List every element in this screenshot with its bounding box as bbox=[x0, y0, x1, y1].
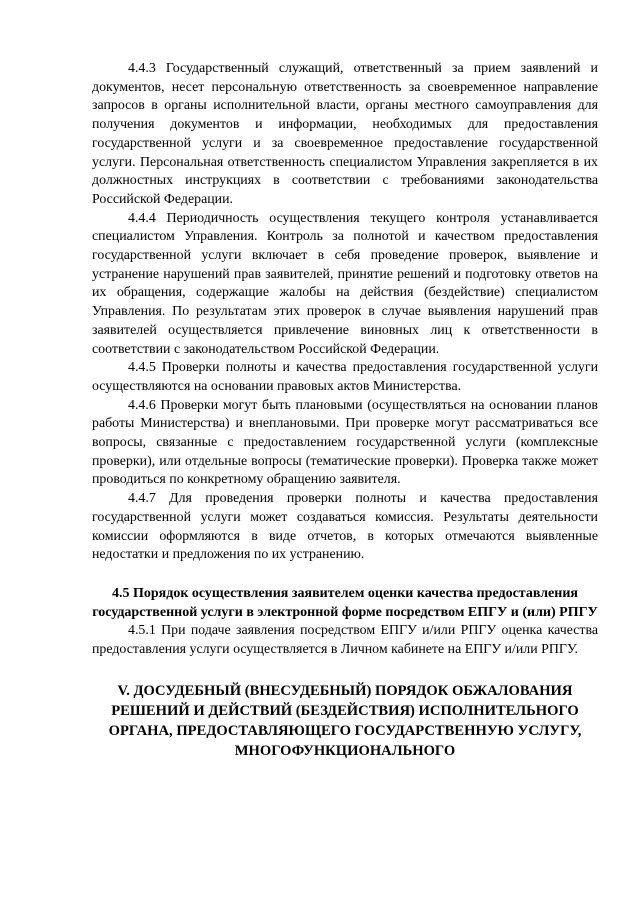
chapter-heading-5: V. ДОСУДЕБНЫЙ (ВНЕСУДЕБНЫЙ) ПОРЯДОК ОБЖАЛОВАНИЯ РЕШЕНИЙ И ДЕЙСТВИЙ (БЕЗДЕЙСТВИЯ) ИСПОЛНИТЕЛЬНОГО ОРГАНА, ПРЕДОСТАВЛЯЮЩЕГО ГОСУДАРСТВЕННУЮ УСЛУГУ, МНОГОФУНКЦИОНАЛЬНОГО bbox=[108, 683, 582, 760]
paragraph-4-4-3: 4.4.3 Государственный служащий, ответственный за прием заявлений и документов, несет персональную ответственность за своевременное направление запросов в органы исполнительной власти, органы местного самоуправления для получения документов и информации, необходимых для предоставления государственной услуги и за своевременное предоставление государственной услуги. Персональная ответственность специалистом Управления закрепляется в их должностных инструкциях в соответствии с требованиями законодательства Российской Федерации. bbox=[92, 61, 598, 207]
paragraph-4-5-1: 4.5.1 При подаче заявления посредством ЕПГУ и/или РПГУ оценка качества предоставления услуги осуществляется в Личном кабинете на ЕПГУ и/или РПГУ. bbox=[92, 622, 598, 657]
paragraph-4-4-6: 4.4.6 Проверки могут быть плановыми (осуществляться на основании планов работы Министерства) и внеплановыми. При проверке могут рассматриваться все вопросы, связанные с предоставлением государственной услуги (комплексные проверки), или отдельные вопросы (тематические проверки). Проверка также может проводиться по конкретному обращению заявителя. bbox=[92, 397, 598, 488]
paragraph-4-4-4: 4.4.4 Периодичность осуществления текущего контроля устанавливается специалистом Управления. Контроль за полнотой и качеством предоставления государственной услуги включает в себя проведение проверок, выявление и устранение нарушений прав заявителей, принятие решений и подготовку ответов на их обращения, содержащие жалобы на действия (бездействие) специалистом Управления. По результатам этих проверок в случае выявления нарушений прав заявителей осуществляется привлечение виновных лиц к ответственности в соответствии с законодательством Российской Федерации. bbox=[92, 210, 598, 357]
paragraph-4-4-5: 4.4.5 Проверки полноты и качества предоставления государственной услуги осуществляются на основании правовых актов Министерства. bbox=[92, 360, 598, 394]
section-heading-4-5: 4.5 Порядок осуществления заявителем оценки качества предоставления государственной услуги в электронной форме посредством ЕПГУ и (или) РПГУ bbox=[92, 585, 598, 620]
document-body bbox=[92, 60, 598, 761]
paragraph-4-4-7: 4.4.7 Для проведения проверки полноты и качества предоставления государственной услуги может создаваться комиссия. Результаты деятельности комиссии оформляются в виде отчетов, в которых отмечаются выявленные недостатки и предложения по их устранению. bbox=[92, 491, 598, 563]
